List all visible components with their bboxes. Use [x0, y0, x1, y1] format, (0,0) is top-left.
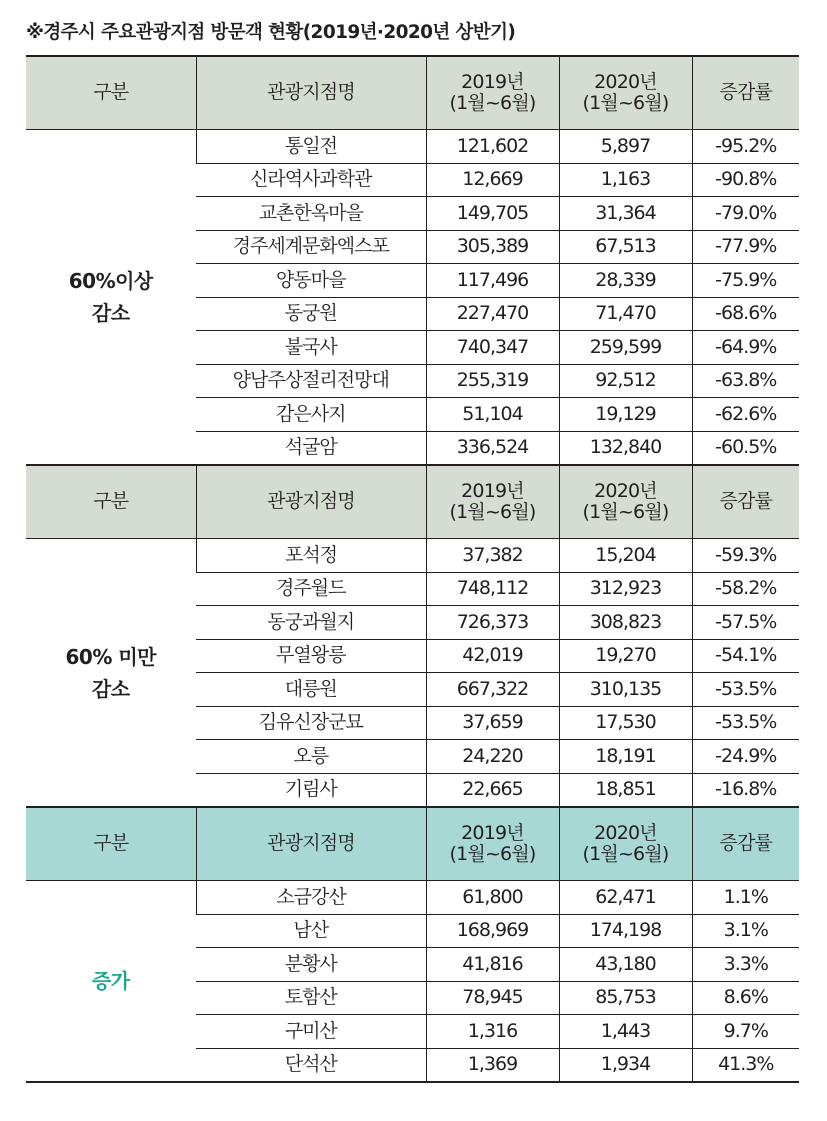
site-cell: 교촌한옥마을: [196, 197, 426, 231]
header-2019: [426, 807, 559, 881]
visitors-2019-cell: 168,969: [426, 914, 559, 948]
site-cell: 동궁원: [196, 297, 426, 331]
visitors-2019-cell: 78,945: [426, 981, 559, 1015]
visitors-2020-cell: 28,339: [559, 264, 692, 298]
visitors-2019-cell: 1,316: [426, 1015, 559, 1049]
site-cell: 오릉: [196, 740, 426, 774]
visitors-2020-cell: 19,129: [559, 398, 692, 432]
header-2020: [559, 807, 692, 881]
change-rate-cell: 9.7%: [692, 1015, 799, 1049]
visitors-2020-cell: 85,753: [559, 981, 692, 1015]
header-2019-label: 2019년: [461, 70, 524, 93]
change-rate-cell: -77.9%: [692, 230, 799, 264]
header-2020-label: (1월~6월): [582, 843, 669, 865]
visitors-2020-cell: 1,934: [559, 1048, 692, 1082]
header-category-label: 구분: [93, 490, 129, 513]
visitors-2019-cell: 149,705: [426, 197, 559, 231]
visitors-2020-cell: 308,823: [559, 606, 692, 640]
visitors-2020-cell: 43,180: [559, 948, 692, 982]
visitors-2020-cell: 17,530: [559, 706, 692, 740]
change-rate-cell: -59.3%: [692, 539, 799, 573]
site-cell: 불국사: [196, 331, 426, 365]
header-category: [26, 56, 196, 130]
page-title: ※경주시 주요관광지점 방문객 현황(2019년·2020년 상반기): [26, 22, 516, 43]
table-row: [26, 881, 799, 915]
visitors-2019-cell: 22,665: [426, 773, 559, 807]
visitors-2019-cell: 667,322: [426, 673, 559, 707]
visitors-2019-cell: 51,104: [426, 398, 559, 432]
visitors-2020-cell: 92,512: [559, 364, 692, 398]
change-rate-cell: -57.5%: [692, 606, 799, 640]
header-category: [26, 465, 196, 539]
header-change: [692, 807, 799, 881]
header-2020-label: (1월~6월): [582, 501, 669, 523]
visitors-2019-cell: 37,659: [426, 706, 559, 740]
site-cell: 남산: [196, 914, 426, 948]
change-rate-cell: 1.1%: [692, 881, 799, 915]
visitors-2019-cell: 255,319: [426, 364, 559, 398]
group-label-line1: 60%이상: [68, 269, 153, 293]
site-cell: 통일전: [196, 130, 426, 164]
header-site-label: 관광지점명: [267, 81, 355, 104]
site-cell: 분황사: [196, 948, 426, 982]
visitors-2020-cell: 174,198: [559, 914, 692, 948]
site-cell: 동궁과월지: [196, 606, 426, 640]
site-cell: 경주월드: [196, 572, 426, 606]
visitors-2020-cell: 1,163: [559, 163, 692, 197]
header-2019-label: 2019년: [461, 479, 524, 502]
site-cell: 양동마을: [196, 264, 426, 298]
site-cell: 석굴암: [196, 431, 426, 465]
change-rate-cell: -68.6%: [692, 297, 799, 331]
site-cell: 양남주상절리전망대: [196, 364, 426, 398]
site-cell: 김유신장군묘: [196, 706, 426, 740]
change-rate-cell: 8.6%: [692, 981, 799, 1015]
visitors-2020-cell: 132,840: [559, 431, 692, 465]
visitors-2019-cell: 740,347: [426, 331, 559, 365]
visitor-table-body: [26, 56, 799, 1082]
change-rate-cell: -24.9%: [692, 740, 799, 774]
group-label-line2: 감소: [91, 676, 130, 701]
header-site: [196, 56, 426, 130]
header-category-label: 구분: [93, 81, 129, 104]
visitors-2020-cell: 31,364: [559, 197, 692, 231]
site-cell: 무열왕릉: [196, 639, 426, 673]
visitors-2019-cell: 117,496: [426, 264, 559, 298]
header-2019: [426, 56, 559, 130]
site-cell: 단석산: [196, 1048, 426, 1082]
visitors-2019-cell: 61,800: [426, 881, 559, 915]
change-rate-cell: -75.9%: [692, 264, 799, 298]
visitors-2019-cell: 41,816: [426, 948, 559, 982]
visitors-2020-cell: 1,443: [559, 1015, 692, 1049]
visitors-2020-cell: 62,471: [559, 881, 692, 915]
header-site: [196, 465, 426, 539]
visitors-2020-cell: 5,897: [559, 130, 692, 164]
visitors-2019-cell: 37,382: [426, 539, 559, 573]
site-cell: 기림사: [196, 773, 426, 807]
header-category: [26, 807, 196, 881]
site-cell: 경주세계문화엑스포: [196, 230, 426, 264]
header-site-label: 관광지점명: [267, 490, 355, 513]
site-cell: 소금강산: [196, 881, 426, 915]
group-label-line2: 감소: [91, 301, 130, 325]
visitors-2020-cell: 71,470: [559, 297, 692, 331]
header-change: [692, 465, 799, 539]
header-2020-label: 2020년: [594, 479, 657, 502]
header-2020: [559, 56, 692, 130]
visitors-2019-cell: 121,602: [426, 130, 559, 164]
visitors-2019-cell: 24,220: [426, 740, 559, 774]
header-2019-label: (1월~6월): [449, 92, 536, 114]
header-2019: [426, 465, 559, 539]
change-rate-cell: 41.3%: [692, 1048, 799, 1082]
change-rate-cell: -16.8%: [692, 773, 799, 807]
visitors-2020-cell: 18,191: [559, 740, 692, 774]
change-rate-cell: -54.1%: [692, 639, 799, 673]
group-label: [26, 881, 196, 1083]
visitors-2020-cell: 67,513: [559, 230, 692, 264]
site-cell: 구미산: [196, 1015, 426, 1049]
change-rate-cell: -95.2%: [692, 130, 799, 164]
header-category-label: 구분: [93, 832, 129, 855]
group-label-line1: 60% 미만: [65, 644, 156, 669]
site-cell: 토함산: [196, 981, 426, 1015]
header-change: [692, 56, 799, 130]
visitors-2020-cell: 15,204: [559, 539, 692, 573]
change-rate-cell: 3.1%: [692, 914, 799, 948]
header-2020-label: (1월~6월): [582, 92, 669, 114]
site-cell: 감은사지: [196, 398, 426, 432]
visitors-2020-cell: 18,851: [559, 773, 692, 807]
visitors-2019-cell: 726,373: [426, 606, 559, 640]
group-label: [26, 130, 196, 466]
change-rate-cell: -53.5%: [692, 673, 799, 707]
change-rate-cell: 3.3%: [692, 948, 799, 982]
change-rate-cell: -60.5%: [692, 431, 799, 465]
visitors-2020-cell: 259,599: [559, 331, 692, 365]
visitors-2019-cell: 1,369: [426, 1048, 559, 1082]
header-site-label: 관광지점명: [267, 832, 355, 855]
change-rate-cell: -58.2%: [692, 572, 799, 606]
change-rate-cell: -53.5%: [692, 706, 799, 740]
change-rate-cell: -64.9%: [692, 331, 799, 365]
header-row: [26, 56, 799, 130]
site-cell: 대릉원: [196, 673, 426, 707]
change-rate-cell: -79.0%: [692, 197, 799, 231]
visitors-2019-cell: 336,524: [426, 431, 559, 465]
table-row: [26, 539, 799, 573]
site-cell: 포석정: [196, 539, 426, 573]
visitors-2020-cell: 310,135: [559, 673, 692, 707]
header-site: [196, 807, 426, 881]
change-rate-cell: -63.8%: [692, 364, 799, 398]
visitors-2020-cell: 312,923: [559, 572, 692, 606]
visitors-2019-cell: 227,470: [426, 297, 559, 331]
visitors-2020-cell: 19,270: [559, 639, 692, 673]
header-2019-label: (1월~6월): [449, 843, 536, 865]
header-2019-label: (1월~6월): [449, 501, 536, 523]
change-rate-cell: -62.6%: [692, 398, 799, 432]
header-2020-label: 2020년: [594, 70, 657, 93]
header-2019-label: 2019년: [461, 821, 524, 844]
visitors-2019-cell: 42,019: [426, 639, 559, 673]
header-2020: [559, 465, 692, 539]
header-change-label: 증감률: [719, 490, 773, 513]
header-change-label: 증감률: [719, 81, 773, 104]
visitors-2019-cell: 12,669: [426, 163, 559, 197]
header-row: [26, 465, 799, 539]
header-2020-label: 2020년: [594, 821, 657, 844]
group-label-line1: 증가: [91, 969, 130, 993]
visitors-2019-cell: 748,112: [426, 572, 559, 606]
change-rate-cell: -90.8%: [692, 163, 799, 197]
visitors-2019-cell: 305,389: [426, 230, 559, 264]
site-cell: 신라역사과학관: [196, 163, 426, 197]
header-change-label: 증감률: [719, 832, 773, 855]
header-row: [26, 807, 799, 881]
table-row: [26, 130, 799, 164]
visitor-table: [26, 55, 799, 1083]
group-label: [26, 539, 196, 808]
